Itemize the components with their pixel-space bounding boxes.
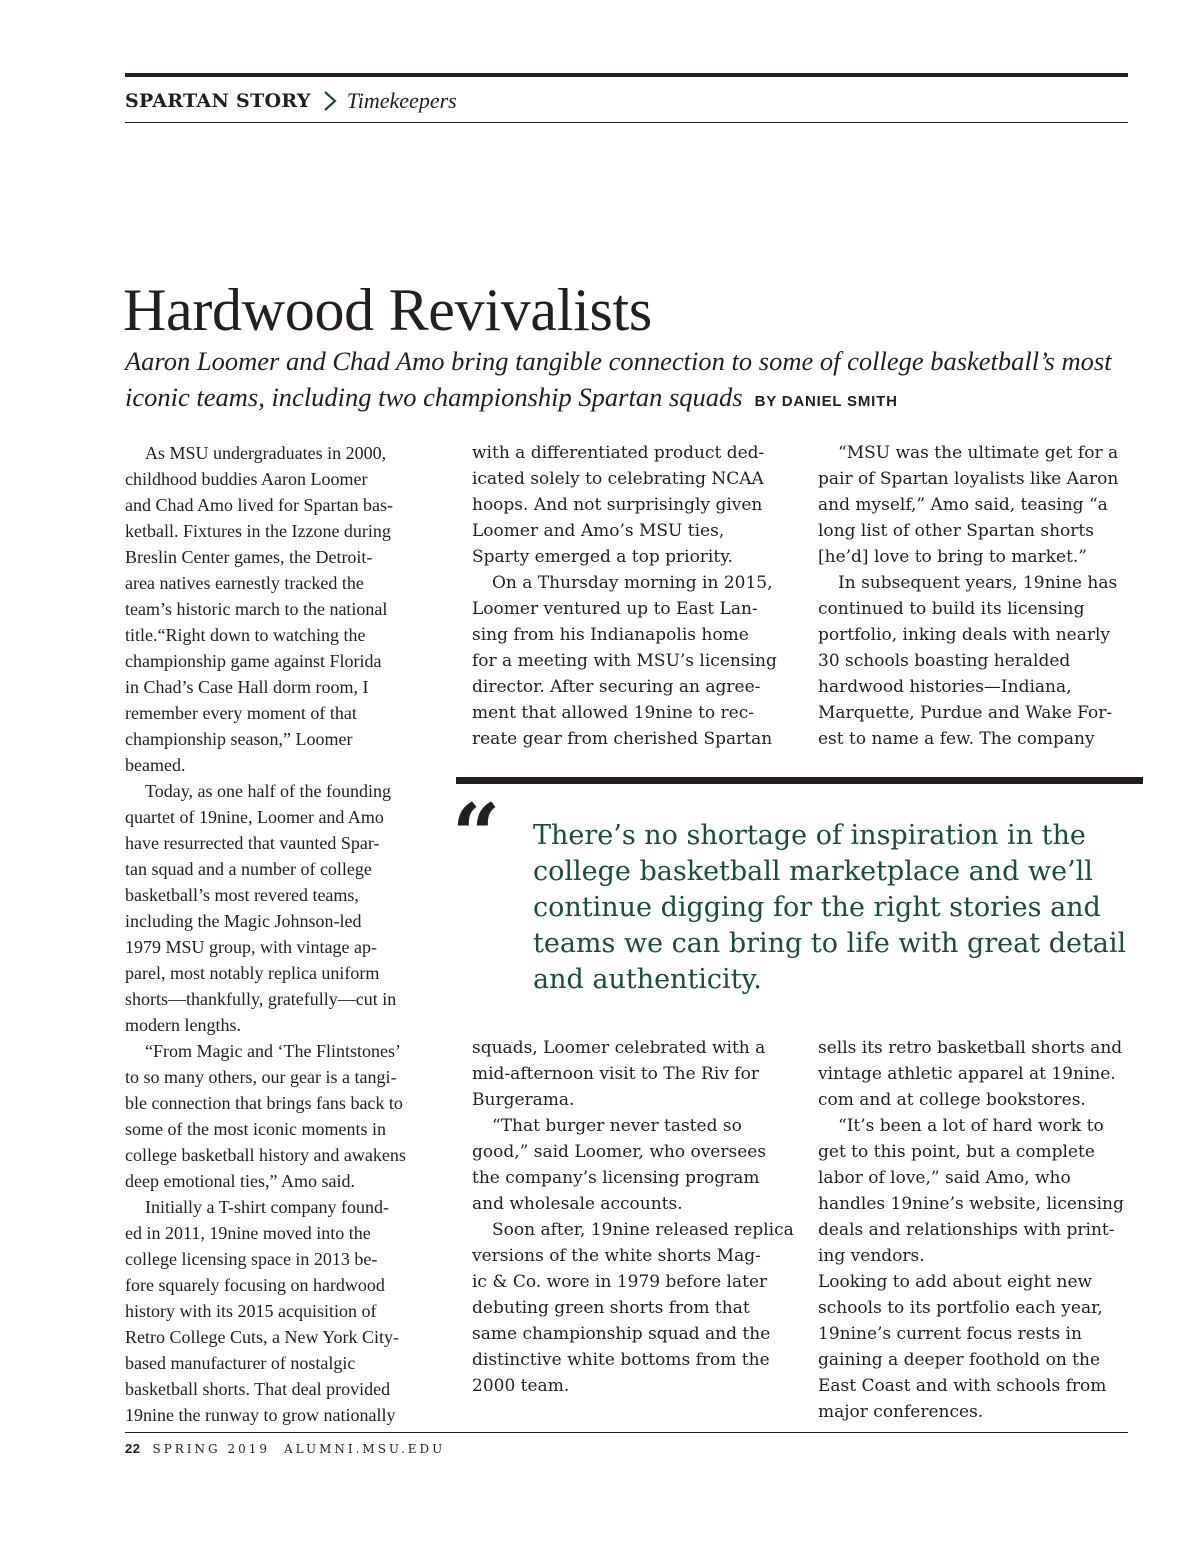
text-line: some of the most iconic moments in [125,1119,386,1139]
text-line: [he’d] love to bring to market.” [818,547,1087,567]
text-line: basketball’s most revered teams, [125,885,359,905]
text-line: title.“Right down to watching the [125,625,366,645]
text-line: sells its retro basketball shorts and [818,1038,1123,1058]
pull-quote-line: teams we can bring to life with great detail [533,928,1127,959]
article-deck [125,343,1130,420]
article-title: Hardwood Revivalists [123,277,652,343]
header-rule [125,122,1128,123]
text-line: quartet of 19nine, Loomer and Amo [125,807,384,827]
text-line: major conferences. [818,1402,984,1422]
text-line: 19nine the runway to grow nationally [125,1405,396,1425]
text-line: good,” said Loomer, who oversees [472,1142,767,1162]
top-rule [125,73,1128,77]
issue-label: SPRING 2019 [152,1441,270,1456]
footer-rule [125,1432,1128,1433]
text-line: continued to build its licensing [818,599,1085,619]
body-column-2-top [472,440,788,752]
text-line: fore squarely focusing on hardwood [125,1275,385,1295]
text-line: Loomer ventured up to East Lan- [472,599,758,619]
text-line: labor of love,” said Amo, who [818,1168,1071,1188]
section-subtitle: Timekeepers [346,88,457,113]
pull-quote-line: There’s no shortage of inspiration in the [533,820,1086,851]
text-line: In subsequent years, 19nine has [838,573,1118,593]
text-line: same championship squad and the [472,1324,771,1344]
text-line: basketball shorts. That deal provided [125,1379,391,1399]
text-line: Burgerama. [472,1090,575,1110]
text-line: parel, most notably replica uniform [125,963,380,983]
text-line: debuting green shorts from that [472,1298,750,1318]
body-column-1 [125,440,441,1428]
text-line: “That burger never tasted so [492,1116,742,1136]
text-line: championship game against Florida [125,651,382,671]
text-line: Marquette, Purdue and Wake For- [818,703,1113,723]
text-line: Today, as one half of the founding [145,781,392,801]
text-line: and Chad Amo lived for Spartan bas- [125,495,393,515]
pull-quote-rule [456,777,1143,784]
quote-mark-icon: “ [452,785,501,884]
text-line: ed in 2011, 19nine moved into the [125,1223,371,1243]
text-line: 19nine’s current focus rests in [818,1324,1082,1344]
text-line: sing from his Indianapolis home [472,625,749,645]
text-line: Loomer and Amo’s MSU ties, [472,521,725,541]
text-line: ketball. Fixtures in the Izzone during [125,521,391,541]
text-line: “MSU was the ultimate get for a [838,443,1119,463]
text-line: area natives earnestly tracked the [125,573,364,593]
body-column-2-bottom [472,1035,794,1399]
text-line: Sparty emerged a top priority. [472,547,733,567]
text-line: distinctive white bottoms from the [472,1350,770,1370]
text-line: Breslin Center games, the Detroit- [125,547,373,567]
page-number: 22 [125,1441,141,1456]
body-column-3-bottom [818,1035,1134,1425]
text-line: for a meeting with MSU’s licensing [472,651,777,671]
text-line: pair of Spartan loyalists like Aaron [818,469,1119,489]
text-line: deep emotional ties,” Amo said. [125,1171,355,1191]
text-line: Retro College Cuts, a New York City- [125,1327,399,1347]
text-line: “It’s been a lot of hard work to [838,1116,1104,1136]
text-line: deals and relationships with print- [818,1220,1115,1240]
text-line: history with its 2015 acquisition of [125,1301,377,1321]
text-line: ble connection that brings fans back to [125,1093,403,1113]
text-line: gaining a deeper foothold on the [818,1350,1101,1370]
text-line: beamed. [125,755,186,775]
text-line: 2000 team. [472,1376,570,1396]
text-line: icated solely to celebrating NCAA [472,469,764,489]
text-line: hardwood histories—Indiana, [818,677,1072,697]
text-line: ment that allowed 19nine to rec- [472,703,755,723]
section-name: SPARTAN STORY [125,90,311,112]
text-line: “From Magic and ‘The Flintstones’ [145,1041,401,1061]
text-line: the company’s licensing program [472,1168,760,1188]
text-line: championship season,” Loomer [125,729,353,749]
text-line: mid-afternoon visit to The Riv for [472,1064,759,1084]
text-line: based manufacturer of nostalgic [125,1353,356,1373]
text-line: to so many others, our gear is a tangi- [125,1067,397,1087]
text-line: As MSU undergraduates in 2000, [145,443,387,463]
text-line: director. After securing an agree- [472,677,761,697]
text-line: tan squad and a number of college [125,859,372,879]
text-line: Initially a T-shirt company found- [145,1197,389,1217]
text-line: On a Thursday morning in 2015, [492,573,773,593]
page-footer [125,1441,445,1456]
text-line: East Coast and with schools from [818,1376,1107,1396]
text-line: handles 19nine’s website, licensing [818,1194,1124,1214]
text-line: modern lengths. [125,1015,241,1035]
text-line: ing vendors. [818,1246,925,1266]
text-line: including the Magic Johnson-led [125,911,362,931]
text-line: com and at college bookstores. [818,1090,1086,1110]
text-line: hoops. And not surprisingly given [472,495,763,515]
pull-quote-line: and authenticity. [533,964,762,995]
text-line: portfolio, inking deals with nearly [818,625,1111,645]
text-line: remember every moment of that [125,703,357,723]
text-line: vintage athletic apparel at 19nine. [818,1064,1116,1084]
section-header [125,87,457,115]
text-line: and wholesale accounts. [472,1194,683,1214]
text-line: get to this point, but a complete [818,1142,1095,1162]
text-line: Soon after, 19nine released replica [492,1220,794,1240]
body-column-3-top [818,440,1134,752]
text-line: college licensing space in 2013 be- [125,1249,378,1269]
chevron-right-icon [321,89,339,113]
pull-quote-line: continue digging for the right stories and [533,892,1101,923]
text-line: college basketball history and awakens [125,1145,406,1165]
text-line: schools to its portfolio each year, [818,1298,1103,1318]
text-line: in Chad’s Case Hall dorm room, I [125,677,369,697]
text-line: team’s historic march to the national [125,599,388,619]
text-line: versions of the white shorts Mag- [472,1246,761,1266]
pull-quote-line: college basketball marketplace and we’ll [533,856,1093,887]
byline: BY DANIEL SMITH [754,393,898,410]
text-line: 30 schools boasting heralded [818,651,1071,671]
text-line: Looking to add about eight new [818,1272,1093,1292]
site-url: ALUMNI.MSU.EDU [283,1441,446,1456]
text-line: 1979 MSU group, with vintage ap- [125,937,377,957]
text-line: childhood buddies Aaron Loomer [125,469,368,489]
deck-text: Aaron Loomer and Chad Amo bring tangible connection to some of college basketball’s most iconic teams, including two championship Spartan squads [125,346,1112,412]
text-line: shorts—thankfully, gratefully—cut in [125,989,397,1009]
text-line: ic & Co. wore in 1979 before later [472,1272,768,1292]
text-line: long list of other Spartan shorts [818,521,1094,541]
text-line: have resurrected that vaunted Spar- [125,833,380,853]
pull-quote [533,818,1133,998]
text-line: with a differentiated product ded- [472,443,765,463]
text-line: and myself,” Amo said, teasing “a [818,495,1108,515]
text-line: squads, Loomer celebrated with a [472,1038,766,1058]
text-line: est to name a few. The company [818,729,1095,749]
text-line: reate gear from cherished Spartan [472,729,773,749]
